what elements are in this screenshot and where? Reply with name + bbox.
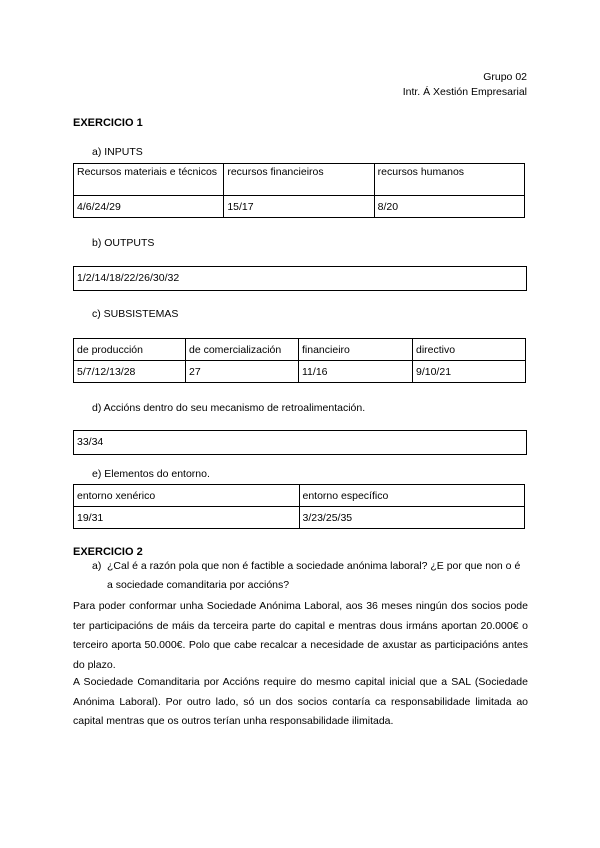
outputs-label: b) OUTPUTS <box>92 237 155 249</box>
table-cell: Recursos materiais e técnicos <box>74 164 224 196</box>
table-cell: 19/31 <box>74 507 300 529</box>
group-label: Grupo 02 <box>483 71 527 83</box>
question-label: a) <box>92 560 102 572</box>
table-row <box>74 361 526 383</box>
table-cell: financieiro <box>299 339 413 361</box>
outputs-box: 1/2/14/18/22/26/30/32 <box>73 266 527 291</box>
table-cell: 8/20 <box>374 196 524 218</box>
table-cell: 3/23/25/35 <box>299 507 525 529</box>
table-cell: directivo <box>413 339 526 361</box>
table-cell: 27 <box>186 361 299 383</box>
subsistemas-table <box>73 338 526 383</box>
course-label: Intr. Á Xestión Empresarial <box>402 86 527 98</box>
table-row <box>74 507 525 529</box>
table-cell: 15/17 <box>224 196 374 218</box>
answer-paragraph-1: Para poder conformar unha Sociedade Anónima Laboral, aos 36 meses ningún dos socios pode ter participacións de máis da terceira parte do capital e mentras dous irmáns aportan 20.000€ o terceiro aporta 50.000€. Polo que cabe recalcar a necesidade de axustar as participacións antes do plazo. <box>73 600 528 671</box>
table-cell: de comercialización <box>186 339 299 361</box>
table-cell: recursos financieiros <box>224 164 374 196</box>
question-a <box>92 557 528 595</box>
table-cell: 9/10/21 <box>413 361 526 383</box>
table-cell: 4/6/24/29 <box>74 196 224 218</box>
exercise1-title: EXERCICIO 1 <box>73 117 143 129</box>
inputs-table <box>73 163 525 218</box>
exercise2-title: EXERCICIO 2 <box>73 546 143 558</box>
entorno-label: e) Elementos do entorno. <box>92 468 210 480</box>
entorno-table <box>73 484 525 529</box>
table-row <box>74 339 526 361</box>
header-block <box>403 70 527 100</box>
table-cell: 11/16 <box>299 361 413 383</box>
table-cell: entorno xenérico <box>74 485 300 507</box>
table-row <box>74 196 525 218</box>
inputs-label: a) INPUTS <box>92 146 143 158</box>
table-cell: entorno específico <box>299 485 525 507</box>
table-row <box>74 485 525 507</box>
table-row <box>74 164 525 196</box>
accions-box: 33/34 <box>73 430 527 455</box>
subsistemas-label: c) SUBSISTEMAS <box>92 308 179 320</box>
table-cell: recursos humanos <box>374 164 524 196</box>
table-cell: 5/7/12/13/28 <box>74 361 186 383</box>
accions-label: d) Accións dentro do seu mecanismo de retroalimentación. <box>92 402 366 414</box>
question-text: ¿Cal é a razón pola que non é factible a sociedade anónima laboral? ¿E por que non o é a sociedade comanditaria por accións? <box>107 560 521 591</box>
answer-paragraph-2: A Sociedade Comanditaria por Accións require do mesmo capital inicial que a SAL (Sociedade Anónima Laboral). Por outro lado, só un dos socios contaría ca responsabilidade limitada ao capital mentras que os outros terían unha responsabilidade ilimitada. <box>73 676 528 728</box>
table-cell: de producción <box>74 339 186 361</box>
